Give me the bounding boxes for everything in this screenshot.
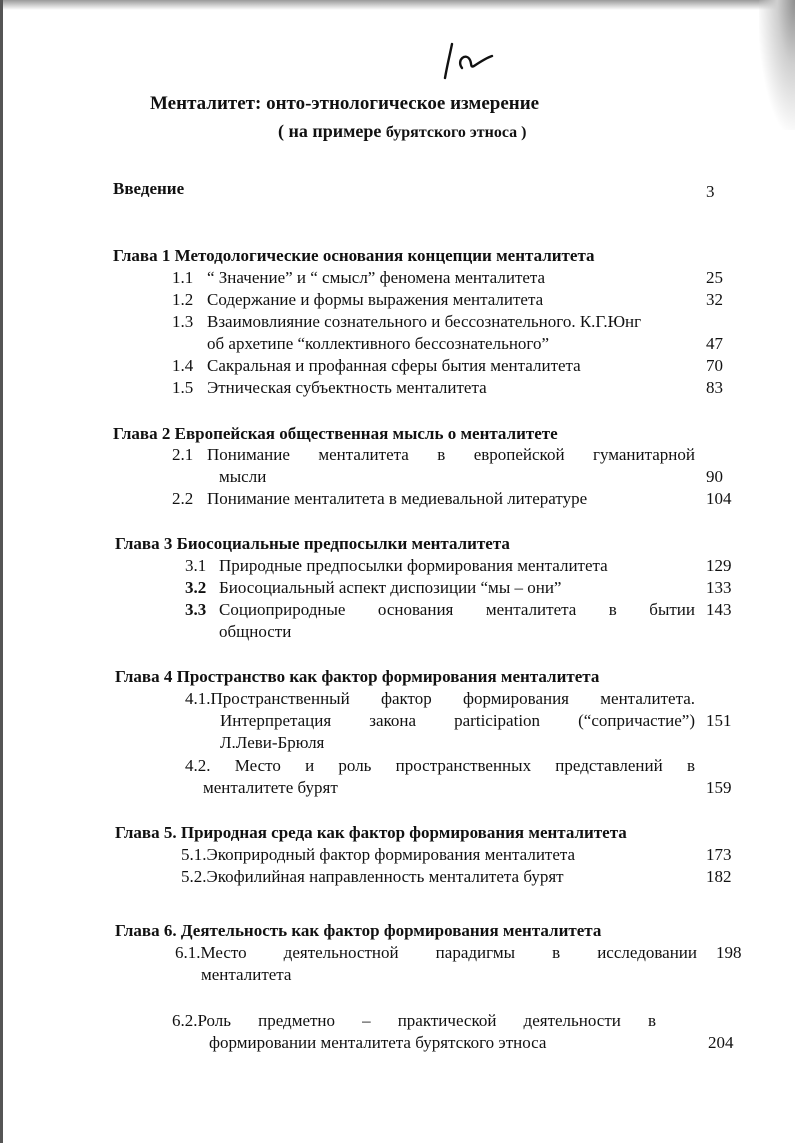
chapter4-section1-line2: Интерпретация закона participation (“сопричастие”) — [220, 711, 695, 730]
chapter5-section2-text: 5.2.Экофилийная направленность менталитета бурят — [181, 867, 564, 886]
chapter6-section2-page: 204 — [708, 1033, 734, 1052]
chapter1-section2-text: Содержание и формы выражения менталитета — [207, 290, 544, 309]
handwritten-mark — [438, 38, 496, 84]
chapter1-section3-text-line2: об архетипе “коллективного бессознательного” — [207, 334, 550, 353]
chapter4-section1-page: 151 — [706, 711, 732, 730]
chapter3-section3-text-line2: общности — [219, 622, 292, 641]
chapter2-section1-page: 90 — [706, 467, 723, 486]
scan-edge-corner — [759, 0, 795, 130]
chapter6-section2-line2: формировании менталитета бурятского этноса — [209, 1033, 547, 1052]
chapter1-section3-text-line1: Взаимовлияние сознательного и бессознательного. К.Г.Юнг — [207, 312, 642, 331]
chapter4-section2-line2: менталитете бурят — [203, 778, 338, 797]
chapter6-section1-page: 198 — [716, 943, 742, 962]
chapter4-section2-line1: 4.2. Место и роль пространственных представлений в — [185, 756, 695, 775]
chapter5-section2-page: 182 — [706, 867, 732, 886]
chapter2-heading: Глава 2 Европейская общественная мысль о менталитете — [113, 424, 558, 443]
chapter1-section5-text: Этническая субъектность менталитета — [207, 378, 487, 397]
chapter1-section1-text: “ Значение” и “ смысл” феномена менталитета — [207, 268, 546, 287]
document-title: Менталитет: онто-этнологическое измерение — [150, 93, 540, 114]
chapter1-section1-page: 25 — [706, 268, 723, 287]
chapter1-section3-page: 47 — [706, 334, 723, 353]
chapter1-section5-page: 83 — [706, 378, 723, 397]
chapter2-section1-text-line2: мысли — [219, 467, 267, 486]
chapter4-section1-line3: Л.Леви-Брюля — [220, 733, 325, 752]
chapter3-section1-number: 3.1 — [185, 556, 207, 575]
chapter4-section1-line1: 4.1.Пространственный фактор формирования менталитета. — [185, 689, 695, 708]
chapter2-section2-page: 104 — [706, 489, 732, 508]
chapter3-section2-number: 3.2 — [185, 578, 207, 597]
chapter3-heading: Глава 3 Биосоциальные предпосылки менталитета — [115, 534, 510, 553]
chapter1-section1-number: 1.1 — [172, 268, 194, 287]
chapter1-section2-number: 1.2 — [172, 290, 194, 309]
chapter3-section2-page: 133 — [706, 578, 732, 597]
chapter3-section3-page: 143 — [706, 600, 732, 619]
chapter3-section2-text: Биосоциальный аспект диспозиции “мы – они” — [219, 578, 562, 597]
chapter3-section1-page: 129 — [706, 556, 732, 575]
chapter2-section1-text-line1: Понимание менталитета в европейской гуманитарной — [207, 445, 695, 464]
chapter6-section1-line2: менталитета — [201, 965, 292, 984]
chapter1-heading: Глава 1 Методологические основания концепции менталитета — [113, 246, 595, 265]
chapter3-section3-text-line1: Социоприродные основания менталитета в бытии — [219, 600, 695, 619]
chapter2-section2-text: Понимание менталитета в медиевальной литературе — [207, 489, 588, 508]
chapter1-section5-number: 1.5 — [172, 378, 194, 397]
chapter1-section4-number: 1.4 — [172, 356, 194, 375]
scan-edge-top — [0, 0, 795, 10]
chapter4-section2-page: 159 — [706, 778, 732, 797]
intro-page: 3 — [706, 182, 715, 201]
chapter5-heading: Глава 5. Природная среда как фактор формирования менталитета — [115, 823, 627, 842]
chapter3-section3-number: 3.3 — [185, 600, 207, 619]
chapter2-section1-number: 2.1 — [172, 445, 194, 464]
subtitle-rest: бурятского этноса ) — [385, 124, 527, 141]
scan-edge-left — [0, 0, 3, 1143]
chapter6-heading: Глава 6. Деятельность как фактор формирования менталитета — [115, 921, 602, 940]
chapter1-section3-number: 1.3 — [172, 312, 194, 331]
subtitle-open: ( на примере — [278, 121, 382, 141]
document-subtitle — [278, 121, 526, 143]
intro-label: Введение — [113, 179, 185, 198]
chapter3-section1-text: Природные предпосылки формирования менталитета — [219, 556, 608, 575]
chapter4-heading: Глава 4 Пространство как фактор формирования менталитета — [115, 667, 600, 686]
chapter6-section1-line1: 6.1.Место деятельностной парадигмы в исследовании — [175, 943, 697, 962]
chapter5-section1-page: 173 — [706, 845, 732, 864]
chapter1-section2-page: 32 — [706, 290, 723, 309]
chapter5-section1-text: 5.1.Экоприродный фактор формирования менталитета — [181, 845, 576, 864]
chapter2-section2-number: 2.2 — [172, 489, 194, 508]
chapter1-section4-text: Сакральная и профанная сферы бытия менталитета — [207, 356, 581, 375]
chapter1-section4-page: 70 — [706, 356, 723, 375]
chapter6-section2-line1: 6.2.Роль предметно – практической деятельности в — [172, 1011, 656, 1030]
